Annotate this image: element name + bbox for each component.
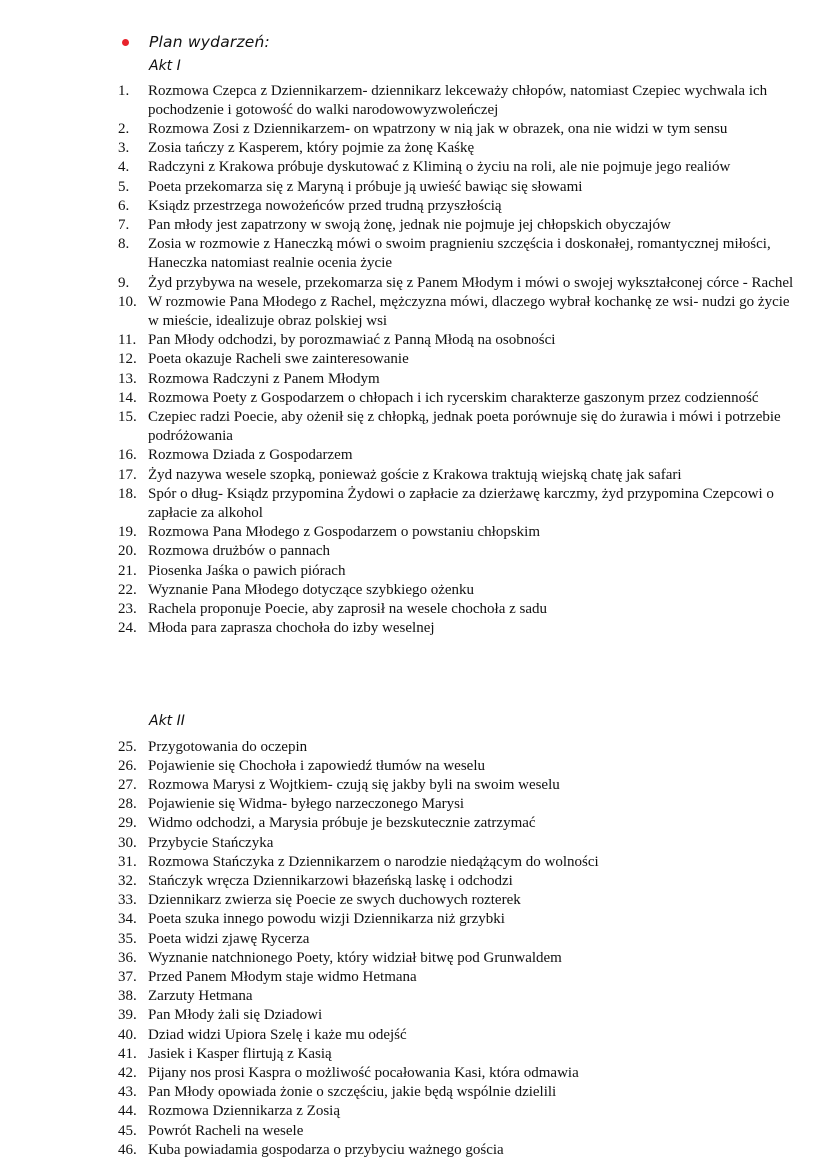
- item-number: 34.: [118, 911, 137, 928]
- item-text: Rozmowa Poety z Gospodarzem o chłopach i ich rycerskim charakterze gaszonym przez codzienność: [148, 389, 759, 406]
- act-1-list: [118, 82, 798, 639]
- item-text: Dziad widzi Upiora Szelę i każe mu odejść: [148, 1026, 407, 1043]
- list-item: [118, 466, 798, 485]
- list-item: [118, 274, 798, 293]
- list-item: [118, 891, 798, 910]
- item-number: 29.: [118, 815, 137, 832]
- list-item: [118, 542, 798, 561]
- item-text: Kuba powiadamia gospodarza o przybyciu ważnego gościa: [148, 1141, 504, 1158]
- list-item: [118, 1026, 798, 1045]
- item-text: Poeta przekomarza się z Maryną i próbuje ją uwieść bawiąc się słowami: [148, 178, 583, 195]
- item-number: 28.: [118, 796, 137, 813]
- list-item: [118, 872, 798, 891]
- item-text: Rozmowa drużbów o pannach: [148, 543, 331, 560]
- item-number: 7.: [118, 216, 130, 233]
- item-number: 6.: [118, 197, 130, 214]
- list-item: [118, 562, 798, 581]
- list-item: [118, 523, 798, 542]
- item-number: 3.: [118, 140, 130, 157]
- list-item: [118, 485, 798, 523]
- item-text: Rozmowa Dziada z Gospodarzem: [148, 447, 353, 464]
- list-item: [118, 1083, 798, 1102]
- item-text: Poeta widzi zjawę Rycerza: [148, 930, 310, 947]
- item-text: Przed Panem Młodym staje widmo Hetmana: [148, 968, 417, 985]
- item-number: 25.: [118, 738, 137, 755]
- item-text: Zosia tańczy z Kasperem, który pojmie za żonę Kaśkę: [148, 140, 475, 157]
- item-number: 30.: [118, 834, 137, 851]
- list-item: [118, 738, 798, 757]
- item-text: Dziennikarz zwierza się Poecie ze swych duchowych rozterek: [148, 892, 521, 909]
- act-2-label: Akt II: [149, 713, 185, 729]
- item-number: 40.: [118, 1026, 137, 1043]
- item-number: 1.: [118, 82, 130, 99]
- list-item: [118, 1064, 798, 1083]
- plan-heading: [122, 33, 270, 51]
- list-item: [118, 120, 798, 139]
- item-number: 2.: [118, 120, 130, 137]
- item-number: 46.: [118, 1141, 137, 1158]
- item-text: Rozmowa Dziennikarza z Zosią: [148, 1103, 341, 1120]
- list-item: [118, 350, 798, 369]
- item-number: 11.: [118, 332, 137, 349]
- list-item: [118, 293, 798, 331]
- item-number: 44.: [118, 1103, 137, 1120]
- item-number: 17.: [118, 466, 137, 483]
- item-number: 5.: [118, 178, 130, 195]
- item-text: Rozmowa Marysi z Wojtkiem- czują się jakby byli na swoim weselu: [148, 776, 560, 793]
- item-text: Przygotowania do oczepin: [148, 738, 308, 755]
- item-number: 32.: [118, 872, 137, 889]
- item-number: 27.: [118, 776, 137, 793]
- list-item: [118, 795, 798, 814]
- item-text: Pan Młody opowiada żonie o szczęściu, jakie będą wspólnie dzielili: [148, 1084, 557, 1101]
- item-number: 39.: [118, 1007, 137, 1024]
- item-number: 23.: [118, 600, 137, 617]
- list-item: [118, 853, 798, 872]
- item-text: Powrót Racheli na wesele: [148, 1122, 304, 1139]
- act-2-list: [118, 738, 798, 1160]
- item-number: 35.: [118, 930, 137, 947]
- list-item: [118, 757, 798, 776]
- item-text: Pan Młody żali się Dziadowi: [148, 1007, 323, 1024]
- list-item: [118, 968, 798, 987]
- item-text: Rozmowa Stańczyka z Dziennikarzem o narodzie niedążącym do wolności: [148, 853, 599, 870]
- list-item: [118, 139, 798, 158]
- list-item: [118, 370, 798, 389]
- item-text: Spór o dług- Ksiądz przypomina Żydowi o zapłacie za dzierżawę karczmy, żyd przypomina Czepcowi o zapłacie za alkohol: [148, 485, 774, 521]
- act-1-label: Akt I: [149, 58, 181, 74]
- list-item: [118, 834, 798, 853]
- item-number: 38.: [118, 988, 137, 1005]
- item-text: Ksiądz przestrzega nowożeńców przed trudną przyszłością: [148, 197, 502, 214]
- item-text: Zosia w rozmowie z Haneczką mówi o swoim pragnieniu szczęścia i doskonałej, romantycznej miłości, Haneczka natomiast realnie ocenia życie: [148, 236, 771, 272]
- list-item: [118, 910, 798, 929]
- item-text: Młoda para zaprasza chochoła do izby weselnej: [148, 620, 435, 637]
- item-number: 12.: [118, 351, 137, 368]
- item-text: Żyd przybywa na wesele, przekomarza się z Panem Młodym i mówi o swojej wykształconej córce - Rachel: [148, 274, 794, 291]
- item-text: Poeta szuka innego powodu wizji Dziennikarza niż grzybki: [148, 911, 505, 928]
- item-number: 22.: [118, 581, 137, 598]
- item-number: 16.: [118, 447, 137, 464]
- item-number: 8.: [118, 236, 130, 253]
- item-number: 37.: [118, 968, 137, 985]
- item-text: Jasiek i Kasper flirtują z Kasią: [148, 1045, 332, 1062]
- item-text: Przybycie Stańczyka: [148, 834, 274, 851]
- item-text: Piosenka Jaśka o pawich piórach: [148, 562, 346, 579]
- item-text: Widmo odchodzi, a Marysia próbuje je bezskutecznie zatrzymać: [148, 815, 536, 832]
- item-number: 4.: [118, 159, 130, 176]
- list-item: [118, 776, 798, 795]
- list-item: [118, 600, 798, 619]
- item-number: 45.: [118, 1122, 137, 1139]
- item-number: 36.: [118, 949, 137, 966]
- plan-title: Plan wydarzeń:: [149, 33, 270, 51]
- item-text: Stańczyk wręcza Dziennikarzowi błazeńską laskę i odchodzi: [148, 872, 513, 889]
- item-number: 13.: [118, 370, 137, 387]
- item-number: 14.: [118, 389, 137, 406]
- item-text: Żyd nazywa wesele szopką, ponieważ goście z Krakowa traktują wiejską chatę jak safari: [148, 466, 682, 483]
- item-text: Rachela proponuje Poecie, aby zaprosił na wesele chochoła z sadu: [148, 600, 548, 617]
- list-item: [118, 581, 798, 600]
- list-item: [118, 197, 798, 216]
- list-item: [118, 158, 798, 177]
- item-text: Pojawienie się Chochoła i zapowiedź tłumów na weselu: [148, 757, 485, 774]
- item-text: Czepiec radzi Poecie, aby ożenił się z chłopką, jednak poeta porównuje się do żurawia i mówi i potrzebie podróżowania: [148, 408, 781, 445]
- item-text: W rozmowie Pana Młodego z Rachel, mężczyzna mówi, dlaczego wybrał kochankę ze wsi- nudzi go życie w mieście, idealizuje obraz polskiej wsi: [148, 293, 790, 329]
- list-item: [118, 446, 798, 465]
- item-text: Wyznanie natchnionego Poety, który widział bitwę pod Grunwaldem: [148, 949, 562, 966]
- list-item: [118, 216, 798, 235]
- item-text: Pan młody jest zapatrzony w swoją żonę, jednak nie pojmuje jej chłopskich obyczajów: [148, 216, 671, 233]
- list-item: [118, 331, 798, 350]
- item-number: 26.: [118, 757, 137, 774]
- item-text: Rozmowa Czepca z Dziennikarzem- dziennikarz lekceważy chłopów, natomiast Czepiec wychwala ich pochodzenie i gotowość do walki narodowowyzwoleńczej: [148, 82, 768, 118]
- list-item: [118, 987, 798, 1006]
- item-text: Rozmowa Pana Młodego z Gospodarzem o powstaniu chłopskim: [148, 524, 541, 541]
- list-item: [118, 1045, 798, 1064]
- list-item: [118, 235, 798, 273]
- list-item: [118, 178, 798, 197]
- item-number: 24.: [118, 620, 137, 637]
- item-number: 41.: [118, 1045, 137, 1062]
- bullet-icon: [122, 39, 129, 46]
- list-item: [118, 930, 798, 949]
- item-number: 21.: [118, 562, 137, 579]
- list-item: [118, 1122, 798, 1141]
- item-text: Zarzuty Hetmana: [148, 988, 253, 1005]
- item-text: Rozmowa Zosi z Dziennikarzem- on wpatrzony w nią jak w obrazek, ona nie widzi w tym sensu: [148, 120, 728, 137]
- item-number: 10.: [118, 293, 137, 310]
- item-number: 31.: [118, 853, 137, 870]
- list-item: [118, 1006, 798, 1025]
- item-text: Radczyni z Krakowa próbuje dyskutować z Kliminą o życiu na roli, ale nie pojmuje jego realiów: [148, 159, 731, 176]
- item-number: 18.: [118, 485, 137, 502]
- list-item: [118, 949, 798, 968]
- item-number: 19.: [118, 524, 137, 541]
- list-item: [118, 1141, 798, 1160]
- item-text: Pijany nos prosi Kaspra o możliwość pocałowania Kasi, która odmawia: [148, 1064, 579, 1081]
- item-number: 43.: [118, 1084, 137, 1101]
- item-number: 20.: [118, 543, 137, 560]
- list-item: [118, 82, 798, 120]
- item-text: Pojawienie się Widma- byłego narzeczonego Marysi: [148, 796, 465, 813]
- list-item: [118, 1102, 798, 1121]
- list-item: [118, 389, 798, 408]
- list-item: [118, 408, 798, 446]
- item-number: 33.: [118, 892, 137, 909]
- item-text: Poeta okazuje Racheli swe zainteresowanie: [148, 351, 409, 368]
- item-number: 42.: [118, 1064, 137, 1081]
- item-text: Wyznanie Pana Młodego dotyczące szybkiego ożenku: [148, 581, 475, 598]
- list-item: [118, 619, 798, 638]
- item-text: Rozmowa Radczyni z Panem Młodym: [148, 370, 380, 387]
- item-number: 15.: [118, 408, 137, 425]
- item-number: 9.: [118, 274, 130, 291]
- list-item: [118, 814, 798, 833]
- item-text: Pan Młody odchodzi, by porozmawiać z Panną Młodą na osobności: [148, 332, 556, 349]
